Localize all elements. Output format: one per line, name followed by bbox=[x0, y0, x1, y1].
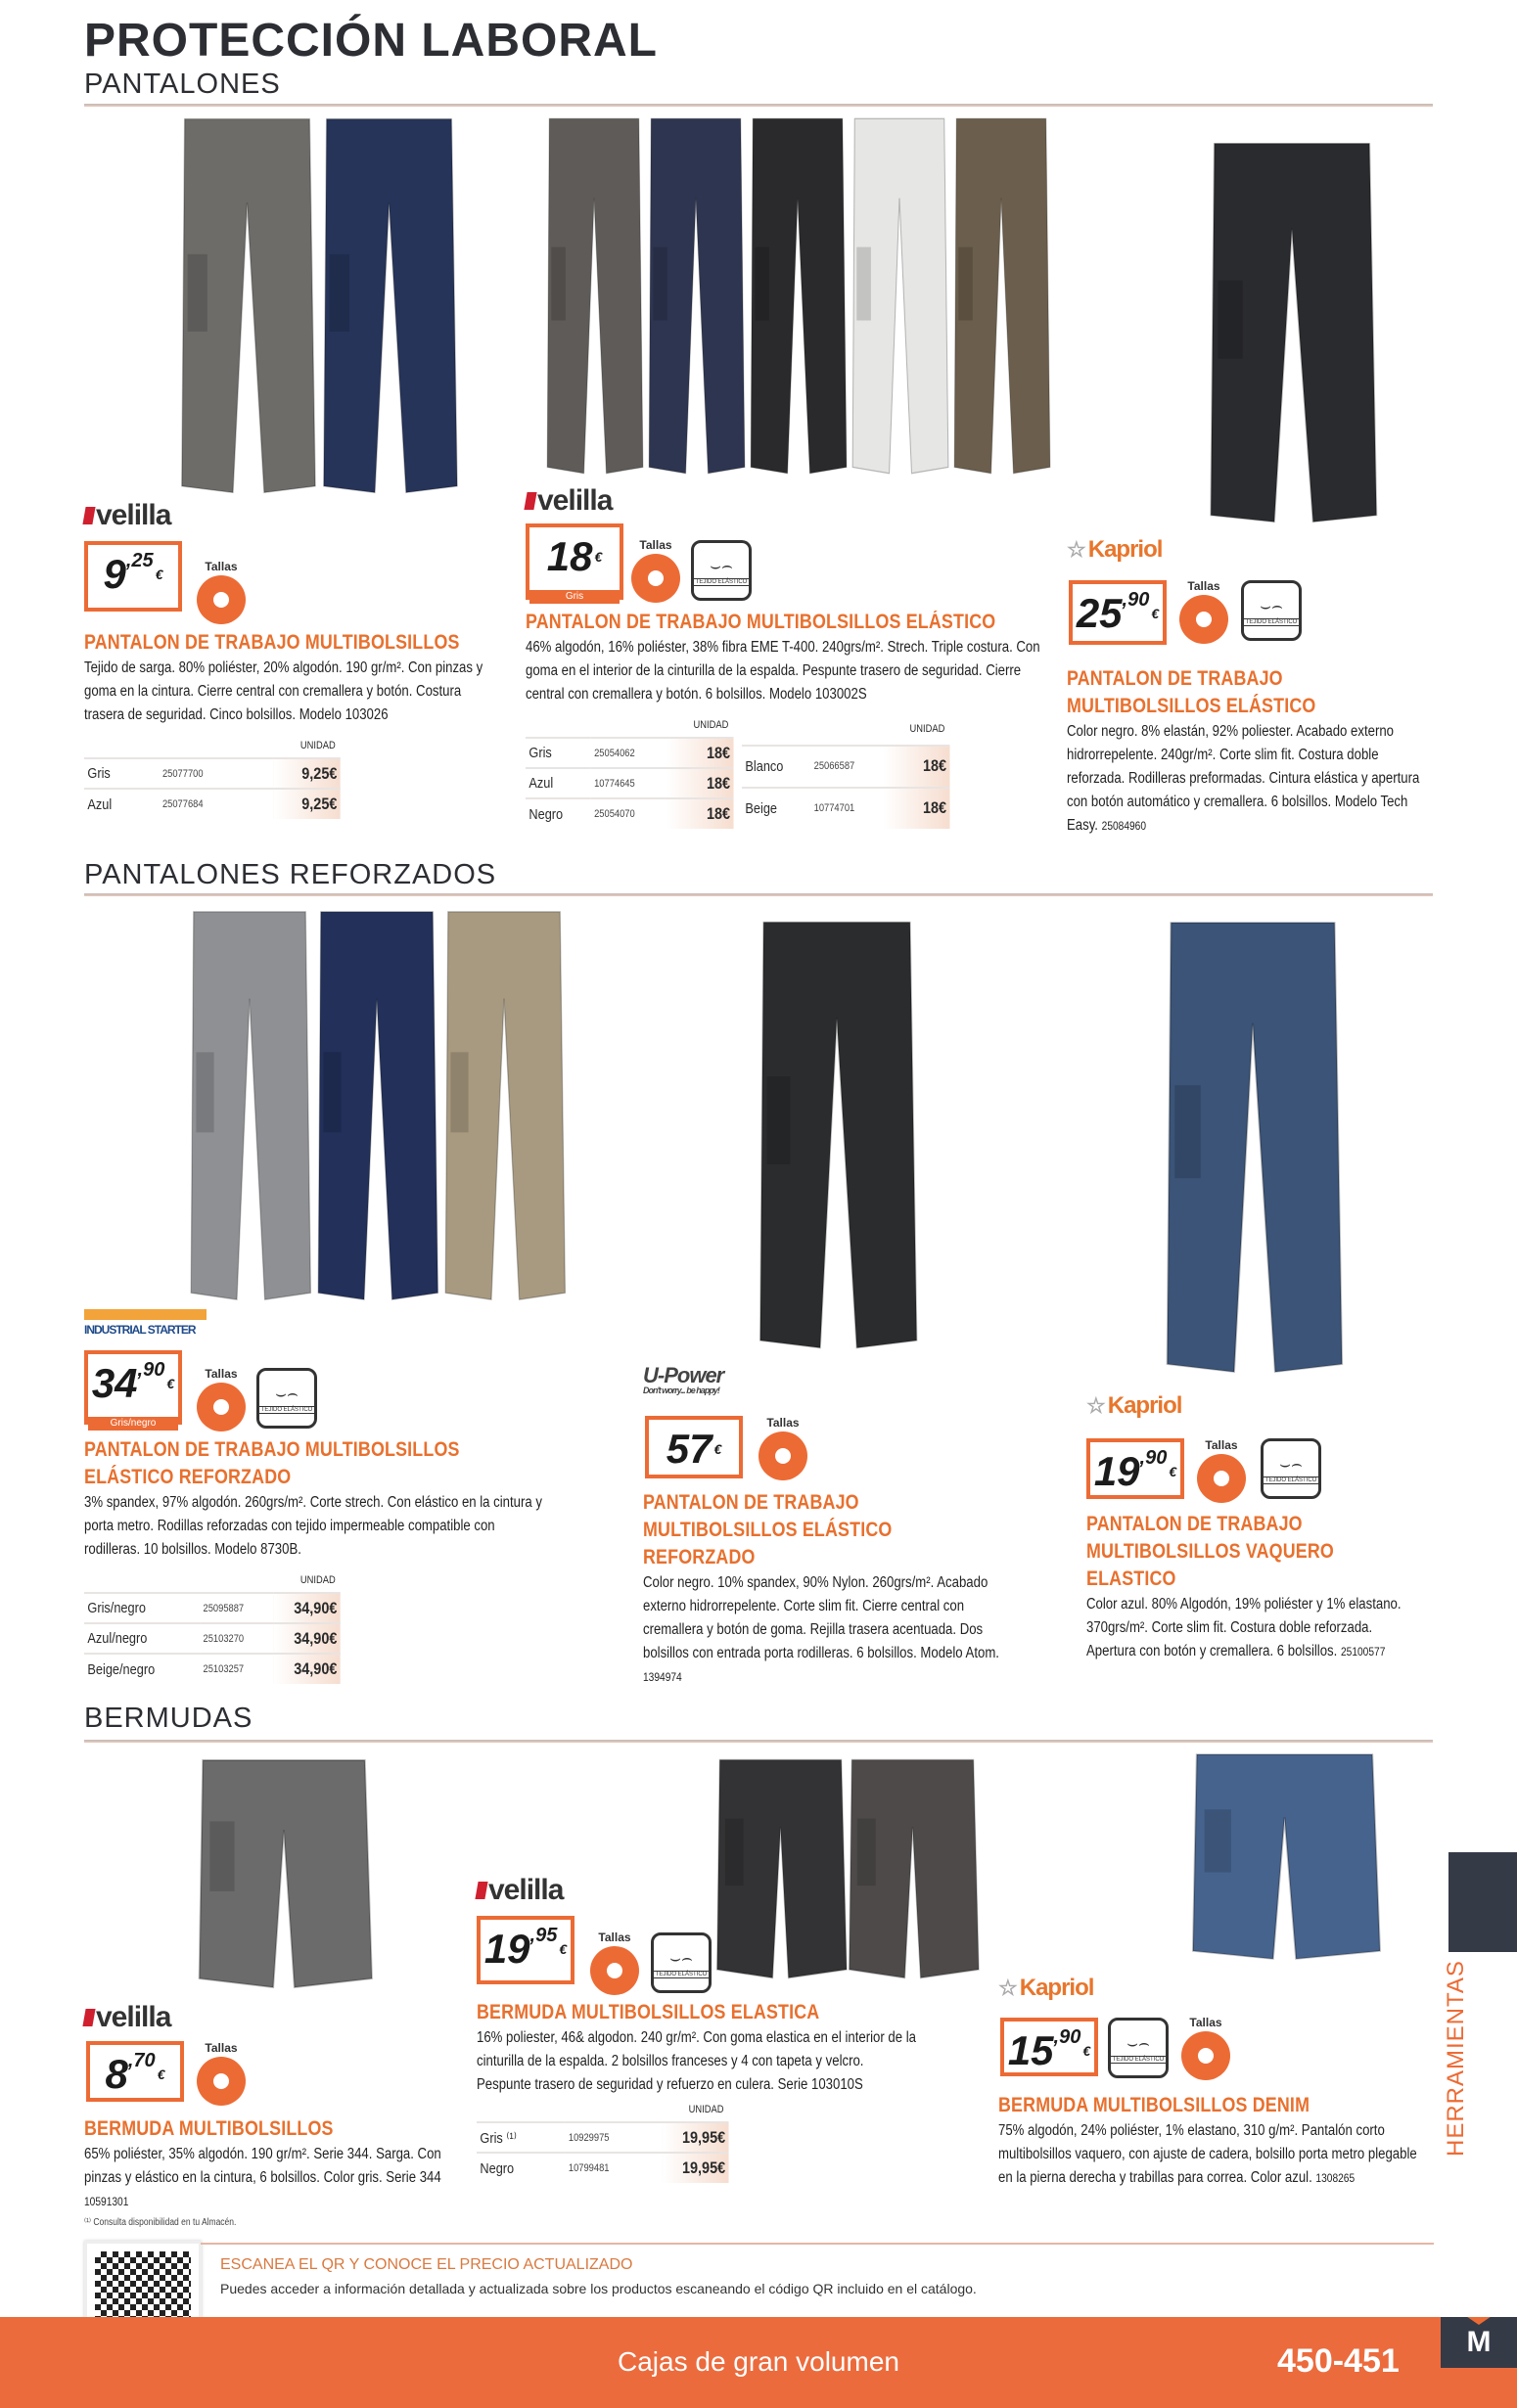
garment-pocket bbox=[1218, 281, 1242, 359]
garment-pocket bbox=[725, 1819, 744, 1886]
table-row bbox=[84, 1623, 341, 1654]
garment-pocket bbox=[330, 254, 349, 332]
table-row bbox=[477, 2122, 729, 2153]
product-description: Color negro. 10% spandex, 90% Nylon. 260grs/m². Acabado externo hidrorrepelente. Corte slim fit. Cierre central con cremallera y botón de goma. Rejilla trasera acentuada. Dos bolsillos con entrada porta rodilleras. 6 bolsillos. Modelo Atom. 1394974 bbox=[643, 1574, 999, 1684]
table-row bbox=[742, 788, 950, 829]
elastic-fabric-icon: ⌣⌢ TEJIDO ELÁSTICO bbox=[256, 1368, 317, 1429]
product-image bbox=[1189, 1747, 1380, 1967]
sizes-ring-icon bbox=[1197, 1454, 1246, 1503]
price-tag: 25 ,90 € bbox=[1069, 580, 1167, 645]
code-cell: 10774645 bbox=[591, 768, 667, 798]
elastic-fabric-icon: ⌣⌢ TEJIDO ELÁSTICO bbox=[1108, 2018, 1169, 2078]
side-tab-block bbox=[1448, 1852, 1517, 1952]
column-header-unidad: UNIDAD bbox=[299, 739, 336, 751]
product-image bbox=[176, 113, 460, 499]
brand-logo-m: M bbox=[1441, 2317, 1517, 2368]
product-image bbox=[714, 1751, 979, 1986]
elastic-fabric-icon: ⌣⌢ TEJIDO ELÁSTICO bbox=[691, 540, 752, 601]
price-tag: 19 ,90 € bbox=[1086, 1438, 1184, 1499]
product-image bbox=[1160, 915, 1346, 1380]
sizes-badge: Tallas bbox=[194, 1367, 249, 1431]
product-description: 3% spandex, 97% algodón. 260grs/m². Corte strech. Con elástico en la cintura y porta metro. Rodillas reforzadas con tejido impermeable compatible con rodilleras. 10 bolsillos. Modelo 8730B. bbox=[84, 1494, 542, 1558]
table-row bbox=[526, 798, 734, 829]
sizes-badge: Tallas bbox=[194, 2041, 249, 2106]
section-bermudas: BERMUDAS bbox=[84, 1703, 253, 1734]
qr-title: ESCANEA EL QR Y CONOCE EL PRECIO ACTUALIZADO bbox=[220, 2256, 633, 2273]
code-cell: 25095887 bbox=[200, 1593, 274, 1623]
divider bbox=[84, 104, 1433, 107]
column-header-unidad: UNIDAD bbox=[688, 2103, 724, 2115]
elastic-fabric-icon: ⌣⌢ TEJIDO ELÁSTICO bbox=[1241, 580, 1302, 641]
footnote: ⁽¹⁾ Consulta disponibilidad en tu Almacén. bbox=[84, 2217, 237, 2228]
product-description: 46% algodón, 16% poliéster, 38% fibra EME T-400. 240grs/m². Strech. Triple costura. Con goma en el interior de la cinturilla de la espalda. Pespunte trasero de seguridad. Cierre central con cremallera y botón. 6 bolsillos. Modelo 103002S bbox=[526, 639, 1040, 703]
divider bbox=[201, 2243, 1434, 2245]
garment-pocket bbox=[551, 248, 566, 321]
color-cell: Azul bbox=[84, 789, 160, 819]
price-tag: 19 ,95 € bbox=[477, 1916, 575, 1984]
product-title: PANTALON DE TRABAJO MULTIBOLSILLOS bbox=[84, 631, 460, 654]
garment-pocket bbox=[323, 1052, 341, 1132]
sizes-badge: Tallas bbox=[628, 538, 683, 603]
table-row bbox=[477, 2153, 729, 2183]
color-cell: Azul bbox=[526, 768, 591, 798]
product-info bbox=[477, 1999, 922, 2183]
garment-pocket bbox=[450, 1052, 468, 1132]
product-info bbox=[1067, 665, 1434, 838]
product-title: PANTALON DE TRABAJO MULTIBOLSILLOS VAQUERO ELASTICO bbox=[1086, 1513, 1334, 1590]
footer-section: Cajas de gran volumen bbox=[618, 2346, 899, 2377]
product-description: Color azul. 80% Algodón, 19% poliéster y 1% elastano. 370grs/m². Corte slim fit. Costura doble reforzada. Apertura con botón y cremallera. 6 bolsillos. 25100577 bbox=[1086, 1596, 1402, 1659]
garment-pocket bbox=[856, 248, 871, 321]
garment-pocket bbox=[857, 1819, 876, 1886]
price-cell: 34,90€ bbox=[274, 1623, 341, 1654]
garment-pocket bbox=[1174, 1085, 1201, 1178]
price-cell: 18€ bbox=[667, 798, 734, 829]
product-description: 16% poliester, 46& algodon. 240 gr/m². Con goma elastica en el interior de la cinturilla de la espalda. 2 bolsillos franceses y 4 con tapeta y velcro. Pespunte trasero de seguridad y refuerzo en culera. Serie 103010S bbox=[477, 2029, 916, 2093]
code-cell: 25103257 bbox=[200, 1654, 274, 1684]
sizes-ring-icon bbox=[1179, 595, 1228, 644]
product-info bbox=[84, 1436, 544, 1684]
brand-logo: U-Power Don't worry... be happy! bbox=[643, 1363, 724, 1395]
sizes-badge: Tallas bbox=[1176, 579, 1231, 644]
garment-pocket bbox=[196, 1052, 213, 1132]
sizes-ring-icon bbox=[197, 2057, 246, 2106]
color-cell: Gris ⁽¹⁾ bbox=[477, 2122, 565, 2153]
garment-pocket bbox=[209, 1821, 234, 1890]
product-info bbox=[84, 2115, 467, 2228]
code-cell: 10929975 bbox=[565, 2122, 662, 2153]
color-cell: Azul/negro bbox=[84, 1623, 200, 1654]
product-title: PANTALON DE TRABAJO MULTIBOLSILLOS ELÁSTICO bbox=[526, 611, 996, 633]
garment-pocket bbox=[767, 1076, 791, 1164]
brand-logo: velilla bbox=[477, 1874, 563, 1907]
price-cell: 18€ bbox=[667, 738, 734, 768]
price-cell: 34,90€ bbox=[274, 1593, 341, 1623]
table-row bbox=[84, 758, 341, 789]
color-cell: Blanco bbox=[742, 746, 810, 787]
brand-logo: ☆ Kapriol bbox=[998, 1975, 1093, 2002]
price-table bbox=[742, 716, 950, 829]
color-cell: Beige bbox=[742, 788, 810, 829]
product-image bbox=[186, 905, 568, 1306]
price-tag: 8 ,70 € bbox=[86, 2041, 184, 2102]
product-info bbox=[1086, 1511, 1419, 1663]
price-cell: 9,25€ bbox=[274, 789, 341, 819]
price-cell: 19,95€ bbox=[663, 2122, 729, 2153]
code-cell: 25103270 bbox=[200, 1623, 274, 1654]
product-description: Color negro. 8% elastán, 92% poliester. Acabado externo hidrorrepelente. 240gr/m². Corte slim fit. Costura doble reforzada. Rodilleras preformadas. Cintura elástica y apertura con botón automático y cremallera. 6 bolsillos. Modelo Tech Easy. 25084960 bbox=[1067, 723, 1420, 834]
divider bbox=[84, 893, 1433, 896]
code-cell: 10799481 bbox=[565, 2153, 662, 2183]
product-title: PANTALON DE TRABAJO MULTIBOLSILLOS ELÁSTICO bbox=[1067, 667, 1316, 717]
table-row bbox=[526, 738, 734, 768]
price-tag: 34 ,90 € Gris/negro bbox=[84, 1350, 182, 1425]
section-pantalones-reforzados: PANTALONES REFORZADOS bbox=[84, 859, 497, 890]
sizes-ring-icon bbox=[590, 1946, 639, 1995]
price-tag: 15 ,90 € bbox=[1000, 2018, 1098, 2076]
table-row bbox=[84, 1593, 341, 1623]
color-cell: Gris/negro bbox=[84, 1593, 200, 1623]
price-cell: 18€ bbox=[884, 746, 950, 787]
elastic-fabric-icon: ⌣⌢ TEJIDO ELÁSTICO bbox=[1261, 1438, 1321, 1499]
color-cell: Gris bbox=[526, 738, 591, 768]
product-title: BERMUDA MULTIBOLSILLOS bbox=[84, 2117, 334, 2140]
garment-pocket bbox=[958, 248, 973, 321]
brand-logo: ☆ Kapriol bbox=[1086, 1392, 1181, 1420]
sizes-ring-icon bbox=[758, 1431, 807, 1480]
color-cell: Beige/negro bbox=[84, 1654, 200, 1684]
price-tag: 9 ,25 € bbox=[84, 541, 182, 612]
price-cell: 9,25€ bbox=[274, 758, 341, 789]
garment-pocket bbox=[755, 248, 769, 321]
code-cell: 25077700 bbox=[160, 758, 274, 789]
price-tag: 18 € Gris bbox=[526, 523, 623, 600]
elastic-fabric-icon: ⌣⌢ TEJIDO ELÁSTICO bbox=[651, 1932, 712, 1993]
code-cell: 25077684 bbox=[160, 789, 274, 819]
product-description: 65% poliéster, 35% algodón. 190 gr/m². Serie 344. Sarga. Con pinzas y elástico en la cintura, 6 bolsillos. Color gris. Serie 344 10591301 bbox=[84, 2146, 441, 2208]
product-image bbox=[1204, 137, 1380, 528]
color-cell: Negro bbox=[526, 798, 591, 829]
product-image bbox=[543, 113, 1052, 479]
sizes-badge: Tallas bbox=[194, 560, 249, 624]
code-cell: 25054070 bbox=[591, 798, 667, 829]
code-cell: 25054062 bbox=[591, 738, 667, 768]
brand-logo: INDUSTRIAL STARTER bbox=[84, 1309, 207, 1337]
qr-text: Puedes acceder a información detallada y actualizada sobre los productos escaneando el código QR incluido en el catálogo. bbox=[220, 2281, 977, 2296]
sizes-badge: Tallas bbox=[1194, 1438, 1249, 1503]
table-row bbox=[526, 768, 734, 798]
sizes-badge: Tallas bbox=[1178, 2016, 1233, 2080]
price-tag: 57 € bbox=[645, 1416, 743, 1478]
brand-logo: velilla bbox=[526, 484, 612, 518]
product-title: BERMUDA MULTIBOLSILLOS ELASTICA bbox=[477, 2001, 820, 2023]
column-header-unidad: UNIDAD bbox=[693, 718, 729, 731]
product-description: 75% algodón, 24% poliéster, 1% elastano, 310 g/m². Pantalón corto multibolsillos vaquero, con ajuste de cadera, bolsillo porta metro plegable en la pierna derecha y trabillas para correa. Color azul. 1308265 bbox=[998, 2122, 1417, 2186]
price-cell: 18€ bbox=[884, 788, 950, 829]
product-title: BERMUDA MULTIBOLSILLOS DENIM bbox=[998, 2094, 1310, 2116]
garment-pocket bbox=[188, 254, 207, 332]
sizes-ring-icon bbox=[197, 1383, 246, 1431]
product-info bbox=[998, 2092, 1419, 2190]
color-cell: Negro bbox=[477, 2153, 565, 2183]
product-image bbox=[196, 1751, 372, 1996]
product-description: Tejido de sarga. 80% poliéster, 20% algodón. 190 gr/m². Con pinzas y goma en la cintura. Cierre central con cremallera y botón. Costura trasera de seguridad. Cinco bolsillos. Modelo 103026 bbox=[84, 659, 483, 723]
sizes-badge: Tallas bbox=[756, 1416, 810, 1480]
price-table bbox=[526, 716, 734, 829]
table-row bbox=[84, 1654, 341, 1684]
side-tab-herramientas[interactable]: HERRAMIENTAS bbox=[1443, 1960, 1469, 2157]
product-info bbox=[643, 1489, 1025, 1689]
brand-logo: ☆ Kapriol bbox=[1067, 536, 1162, 564]
price-cell: 34,90€ bbox=[274, 1654, 341, 1684]
sizes-badge: Tallas bbox=[587, 1931, 642, 1995]
table-row bbox=[742, 746, 950, 787]
garment-pocket bbox=[1205, 1809, 1231, 1872]
price-cell: 19,95€ bbox=[663, 2153, 729, 2183]
garment-pocket bbox=[653, 248, 667, 321]
product-title: PANTALON DE TRABAJO MULTIBOLSILLOS ELÁSTICO REFORZADO bbox=[84, 1438, 460, 1488]
sizes-ring-icon bbox=[197, 575, 246, 624]
price-table bbox=[84, 1571, 341, 1684]
section-pantalones: PANTALONES bbox=[84, 68, 281, 100]
product-title: PANTALON DE TRABAJO MULTIBOLSILLOS ELÁSTICO REFORZADO bbox=[643, 1491, 893, 1568]
price-cell: 18€ bbox=[667, 768, 734, 798]
sizes-ring-icon bbox=[1181, 2031, 1230, 2080]
brand-logo: velilla bbox=[84, 2001, 170, 2034]
price-table bbox=[84, 737, 341, 819]
product-info bbox=[84, 629, 495, 819]
column-header-unidad: UNIDAD bbox=[909, 722, 945, 735]
page-title: PROTECCIÓN LABORAL bbox=[84, 15, 658, 67]
price-table bbox=[477, 2101, 729, 2183]
table-row bbox=[84, 789, 341, 819]
code-cell: 25066587 bbox=[810, 746, 883, 787]
color-cell: Gris bbox=[84, 758, 160, 789]
page-numbers: 450-451 bbox=[1277, 2342, 1400, 2380]
sizes-ring-icon bbox=[631, 554, 680, 603]
column-header-unidad: UNIDAD bbox=[299, 1573, 336, 1586]
divider bbox=[84, 1740, 1433, 1743]
code-cell: 10774701 bbox=[810, 788, 883, 829]
brand-logo: velilla bbox=[84, 499, 170, 532]
product-image bbox=[754, 915, 920, 1355]
product-info bbox=[526, 609, 1054, 829]
